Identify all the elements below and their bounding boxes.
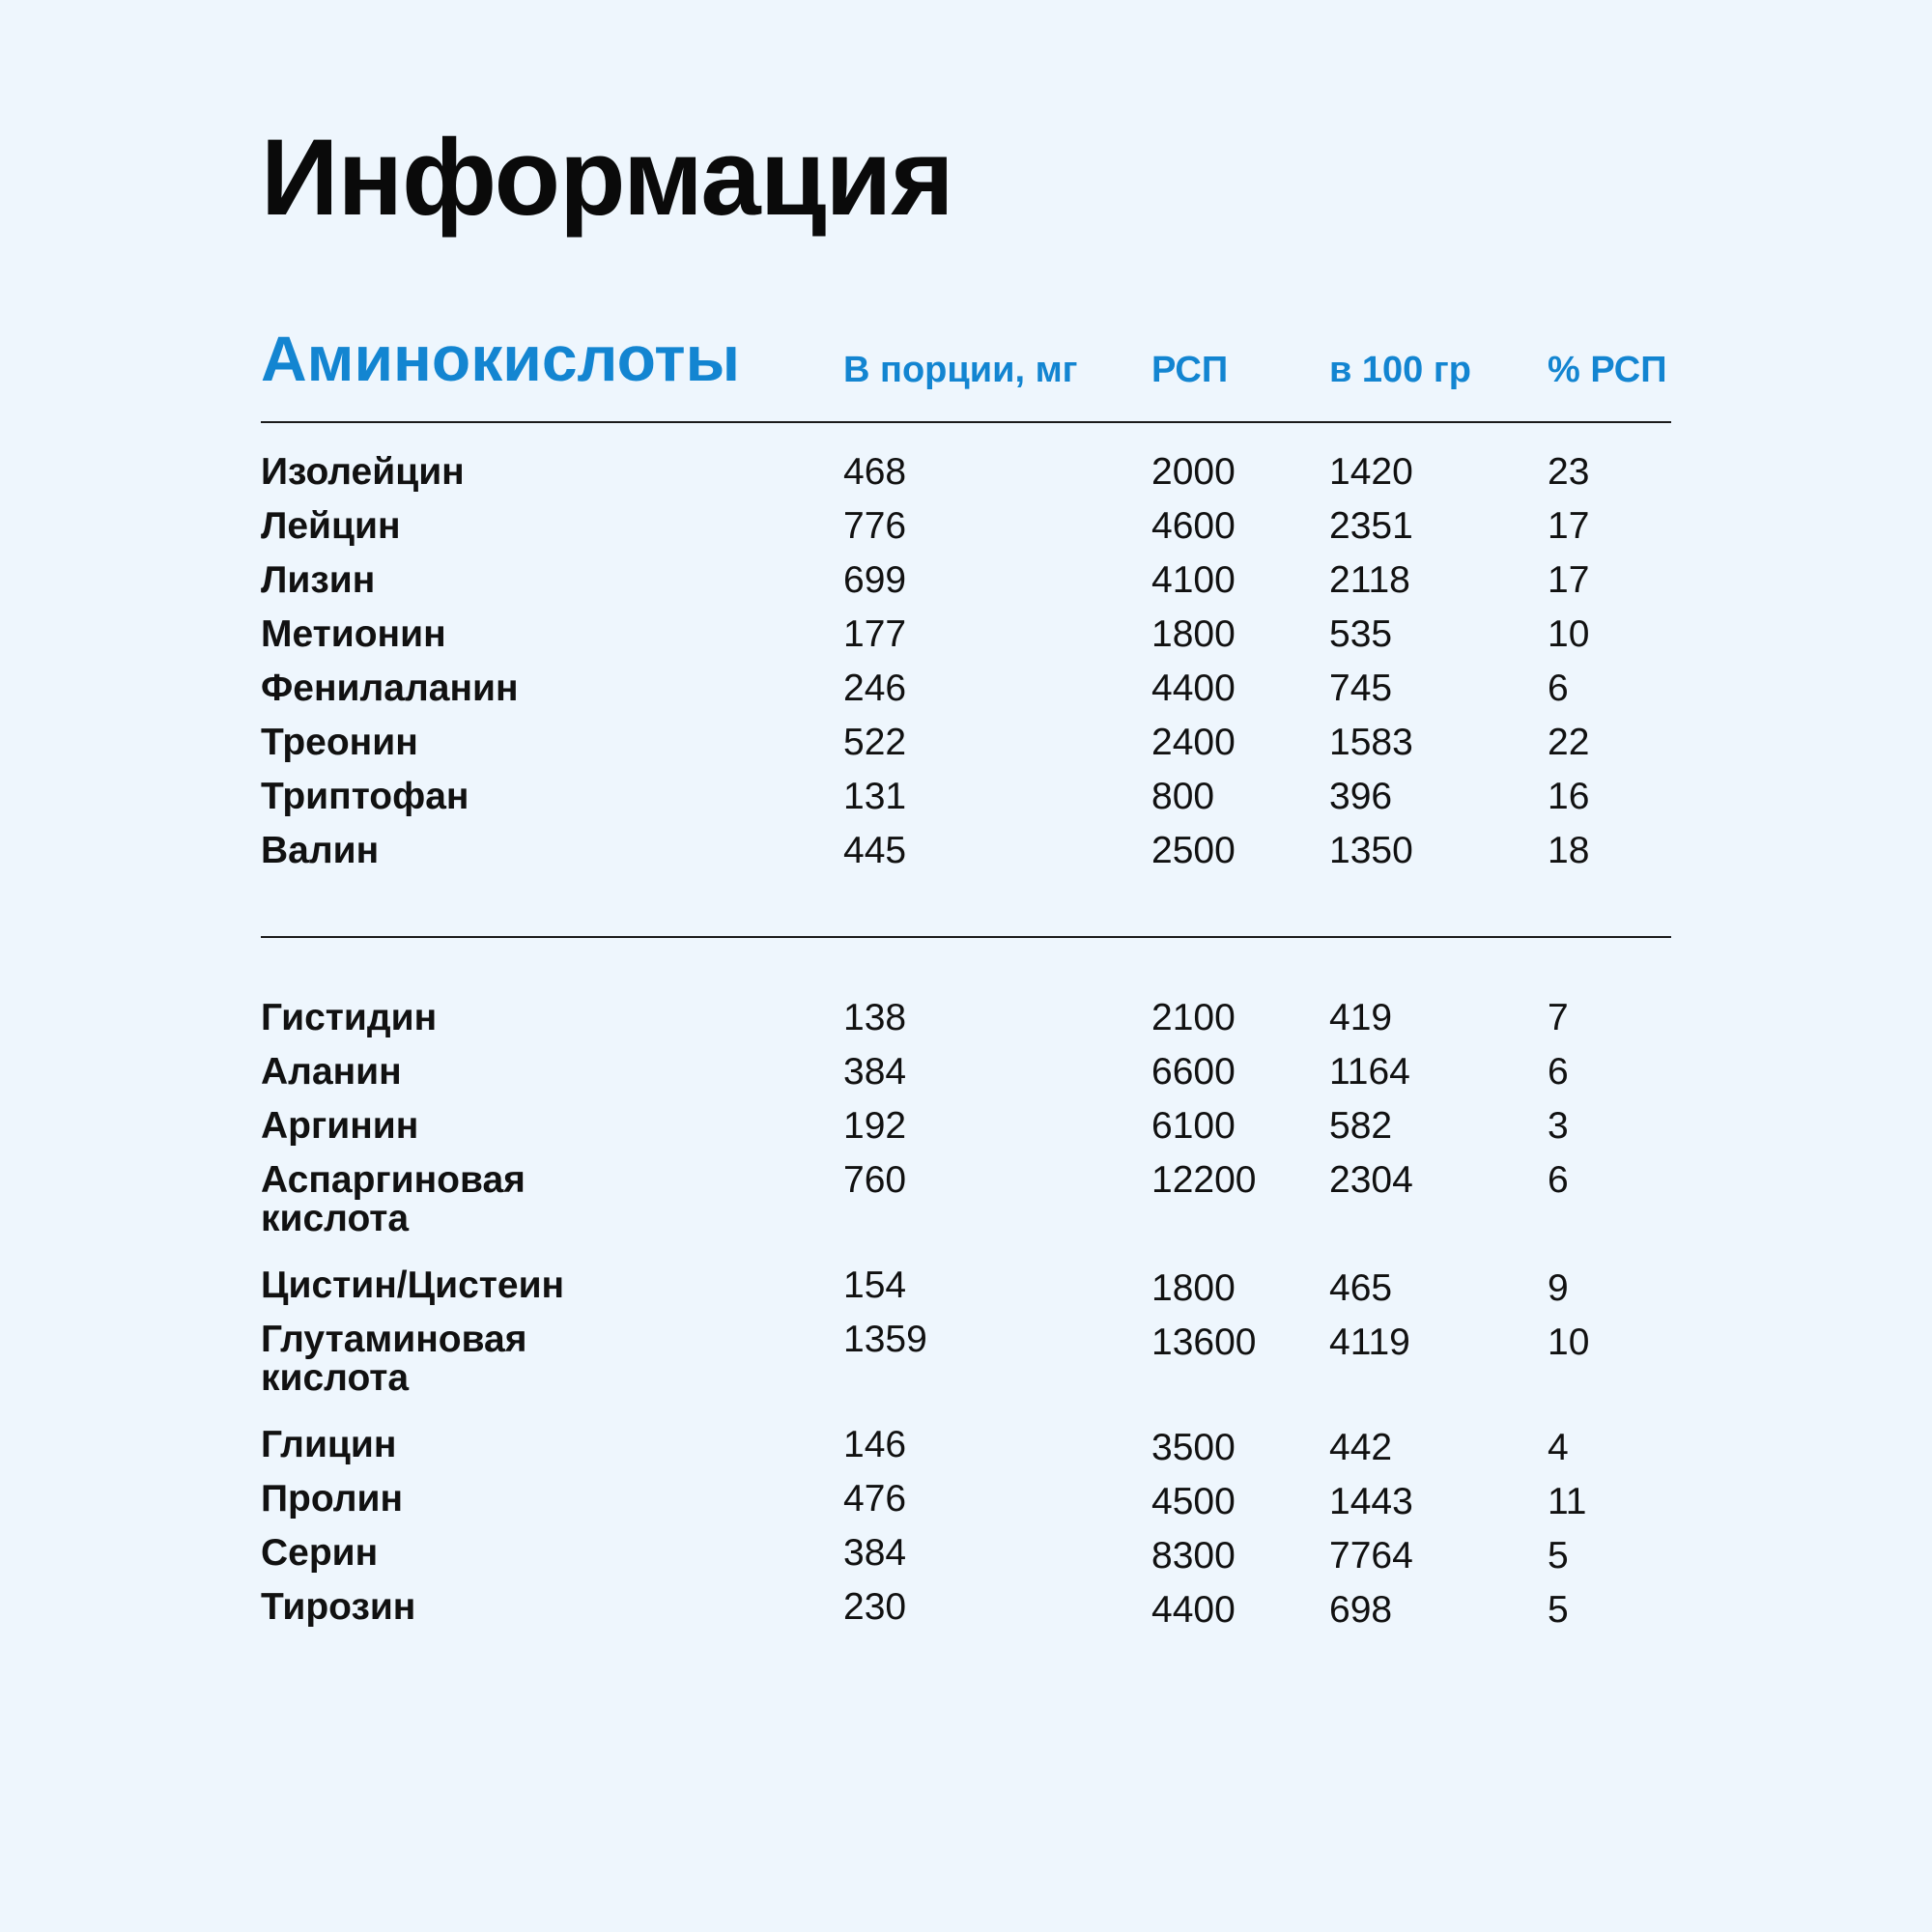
- table-row: [0, 453, 1932, 507]
- per-100g-value: 442: [1329, 1427, 1393, 1468]
- rsp-value: 12200: [1151, 1159, 1257, 1201]
- table-row: [0, 1053, 1932, 1107]
- rsp-percent-value: 9: [1548, 1267, 1569, 1309]
- table-row: [0, 999, 1932, 1053]
- rsp-percent-value: 11: [1548, 1481, 1587, 1522]
- per-100g-value: 1164: [1329, 1051, 1410, 1093]
- rsp-percent-value: 6: [1548, 1051, 1569, 1093]
- rsp-percent-value: 10: [1548, 613, 1590, 655]
- header-serving: В порции, мг: [843, 350, 1078, 390]
- per-100g-value: 1420: [1329, 451, 1413, 493]
- serving-value: 177: [843, 613, 907, 655]
- table-row: [0, 1480, 1932, 1534]
- rsp-percent-value: 17: [1548, 559, 1590, 601]
- per-100g-value: 2118: [1329, 559, 1410, 601]
- amino-acid-name: Валин: [261, 830, 380, 871]
- serving-value: 246: [843, 668, 907, 709]
- serving-value: 131: [843, 776, 907, 817]
- rsp-value: 2000: [1151, 451, 1236, 493]
- rsp-value: 6600: [1151, 1051, 1236, 1093]
- rsp-percent-value: 3: [1548, 1105, 1569, 1147]
- rsp-percent-value: 23: [1548, 451, 1590, 493]
- rsp-value: 1800: [1151, 613, 1236, 655]
- serving-value: 699: [843, 559, 907, 601]
- table-row: [0, 832, 1932, 886]
- rsp-value: 4400: [1151, 668, 1236, 709]
- table-row: [0, 507, 1932, 561]
- per-100g-value: 535: [1329, 613, 1393, 655]
- amino-acids-title: Аминокислоты: [261, 323, 740, 394]
- table-row: [0, 778, 1932, 832]
- table-row: [0, 1266, 1932, 1321]
- serving-value: 138: [843, 997, 907, 1038]
- serving-value: 384: [843, 1532, 907, 1574]
- rsp-value: 4500: [1151, 1481, 1236, 1522]
- amino-acid-name: Фенилаланин: [261, 668, 519, 709]
- amino-acid-name: Изолейцин: [261, 451, 465, 493]
- rsp-percent-value: 18: [1548, 830, 1590, 871]
- amino-acid-name: Глицин: [261, 1424, 397, 1465]
- rsp-value: 800: [1151, 776, 1215, 817]
- per-100g-value: 465: [1329, 1267, 1393, 1309]
- per-100g-value: 698: [1329, 1589, 1393, 1631]
- rsp-value: 13600: [1151, 1321, 1257, 1363]
- table-row: [0, 1426, 1932, 1480]
- rsp-percent-value: 10: [1548, 1321, 1590, 1363]
- rsp-value: 4100: [1151, 559, 1236, 601]
- serving-value: 468: [843, 451, 907, 493]
- per-100g-value: 396: [1329, 776, 1393, 817]
- amino-acid-name: Лизин: [261, 559, 376, 601]
- amino-acid-name: Глутаминовая кислота: [261, 1319, 527, 1399]
- per-100g-value: 745: [1329, 668, 1393, 709]
- table-row: [0, 1588, 1932, 1642]
- amino-acid-name: Аспаргиновая кислота: [261, 1159, 526, 1239]
- per-100g-value: 2304: [1329, 1159, 1413, 1201]
- rsp-percent-value: 6: [1548, 668, 1569, 709]
- table-row: [0, 561, 1932, 615]
- table-row: [0, 724, 1932, 778]
- rsp-percent-value: 7: [1548, 997, 1569, 1038]
- rsp-percent-value: 5: [1548, 1535, 1569, 1577]
- group-divider: [261, 936, 1671, 938]
- amino-acid-name: Треонин: [261, 722, 418, 763]
- amino-acid-name: Гистидин: [261, 997, 438, 1038]
- rsp-percent-value: 4: [1548, 1427, 1569, 1468]
- page-title: Информация: [261, 117, 953, 238]
- rsp-value: 6100: [1151, 1105, 1236, 1147]
- header-rsp-percent: % РСП: [1548, 350, 1667, 390]
- table-row: [0, 1319, 1932, 1399]
- serving-value: 146: [843, 1424, 907, 1465]
- table-row: [0, 669, 1932, 724]
- amino-acid-name: Цистин/Цистеин: [261, 1264, 565, 1306]
- amino-acid-name: Серин: [261, 1532, 379, 1574]
- amino-acid-name: Аланин: [261, 1051, 402, 1093]
- rsp-value: 2500: [1151, 830, 1236, 871]
- serving-value: 476: [843, 1478, 907, 1520]
- serving-value: 192: [843, 1105, 907, 1147]
- header-divider: [261, 421, 1671, 423]
- table-row: [0, 1534, 1932, 1588]
- serving-value: 230: [843, 1586, 907, 1628]
- per-100g-value: 2351: [1329, 505, 1413, 547]
- serving-value: 760: [843, 1159, 907, 1201]
- header-rsp: РСП: [1151, 350, 1229, 390]
- per-100g-value: 1350: [1329, 830, 1413, 871]
- serving-value: 154: [843, 1264, 907, 1306]
- per-100g-value: 4119: [1329, 1321, 1410, 1363]
- amino-acid-name: Метионин: [261, 613, 446, 655]
- rsp-percent-value: 22: [1548, 722, 1590, 763]
- rsp-value: 3500: [1151, 1427, 1236, 1468]
- serving-value: 1359: [843, 1319, 927, 1360]
- rsp-value: 2100: [1151, 997, 1236, 1038]
- table-row: [0, 1107, 1932, 1161]
- amino-acid-name: Пролин: [261, 1478, 404, 1520]
- serving-value: 522: [843, 722, 907, 763]
- rsp-value: 1800: [1151, 1267, 1236, 1309]
- amino-acid-name: Тирозин: [261, 1586, 416, 1628]
- rsp-percent-value: 17: [1548, 505, 1590, 547]
- rsp-value: 8300: [1151, 1535, 1236, 1577]
- serving-value: 776: [843, 505, 907, 547]
- per-100g-value: 1443: [1329, 1481, 1413, 1522]
- serving-value: 445: [843, 830, 907, 871]
- serving-value: 384: [843, 1051, 907, 1093]
- per-100g-value: 7764: [1329, 1535, 1413, 1577]
- rsp-value: 4600: [1151, 505, 1236, 547]
- amino-acid-name: Аргинин: [261, 1105, 419, 1147]
- table-row: [0, 615, 1932, 669]
- rsp-value: 2400: [1151, 722, 1236, 763]
- rsp-value: 4400: [1151, 1589, 1236, 1631]
- per-100g-value: 582: [1329, 1105, 1393, 1147]
- amino-acid-name: Лейцин: [261, 505, 401, 547]
- header-per-100g: в 100 гр: [1329, 350, 1471, 390]
- per-100g-value: 419: [1329, 997, 1393, 1038]
- rsp-percent-value: 5: [1548, 1589, 1569, 1631]
- rsp-percent-value: 6: [1548, 1159, 1569, 1201]
- table-row: [0, 1159, 1932, 1239]
- per-100g-value: 1583: [1329, 722, 1413, 763]
- rsp-percent-value: 16: [1548, 776, 1590, 817]
- amino-acid-name: Триптофан: [261, 776, 469, 817]
